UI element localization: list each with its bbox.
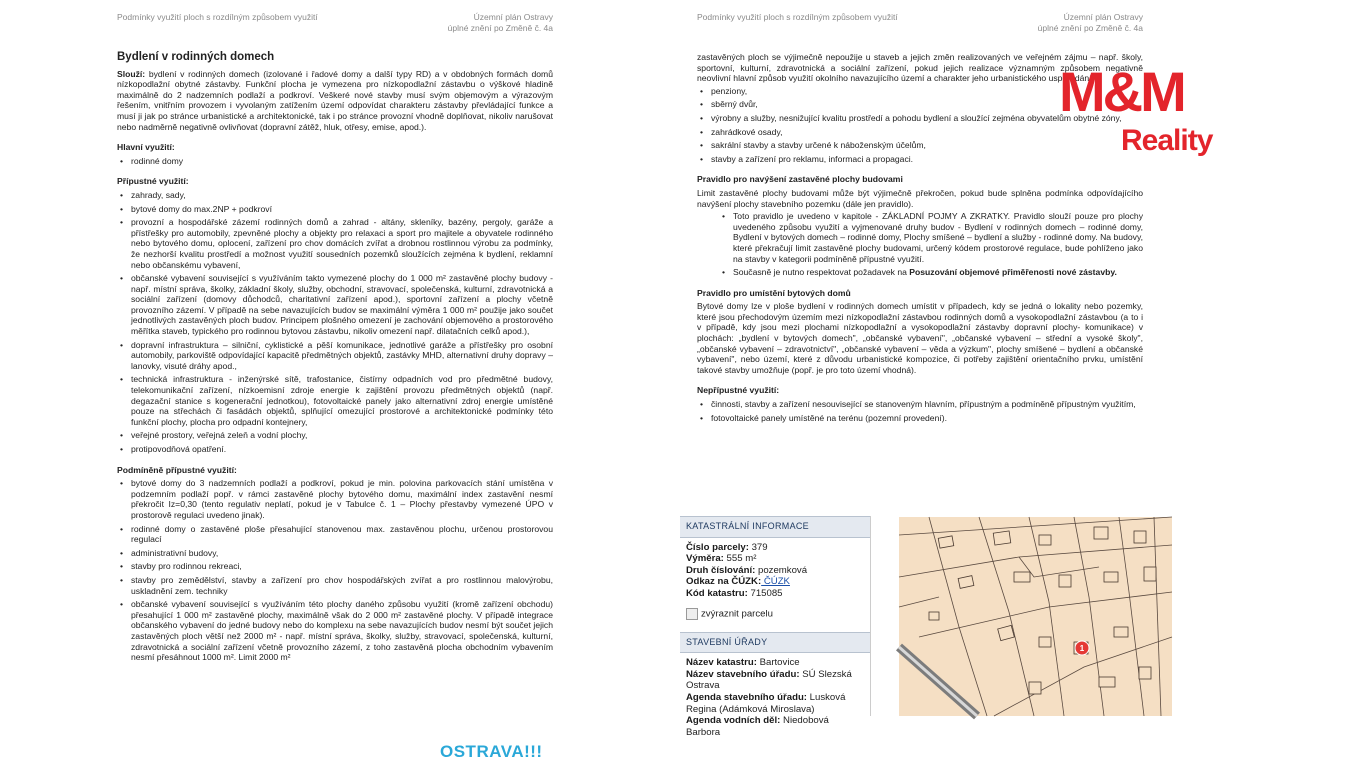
row-label: Odkaz na ČÚZK: (686, 576, 762, 588)
list-item: • penziony, (697, 86, 1143, 97)
row-value: Lusková Regina (Adámková Miroslava) (686, 692, 846, 715)
page-header-right (1038, 12, 1143, 34)
list-item: • rodinné domy o zastavěné ploše přesahující stanovenou max. zastavěnou plochu, určenou prostorovou regulací (117, 524, 553, 545)
row-value: Bartovice (756, 657, 800, 669)
area-row (680, 553, 870, 565)
document-page-left (100, 0, 570, 715)
row-label: Číslo parcely: (686, 541, 749, 553)
section-title: Bydlení v rodinných domech (117, 51, 275, 63)
page-body (117, 52, 553, 666)
list-item: • stavby a zařízení pro reklamu, informaci a propagaci. (697, 154, 1143, 165)
list-item: • administrativní budovy, (117, 548, 553, 559)
row-label: Název stavebního úřadu: (686, 668, 800, 680)
row-label: Agenda stavebního úřadu: (686, 692, 807, 704)
podminene-title: Podmíněně přípustné využití: (117, 464, 237, 475)
slouzi-label: Slouží: (117, 68, 146, 79)
list-item: • provozní a hospodářské zázemí rodinných domů a zahrad - altány, skleníky, bazény, pergoly, garáže a přístřešky pro automobily, zpevněné plochy a objekty pro relaxaci a sport pro majitele a obyvatele rodinného nebo bytového domu, oplocení, zařízení pro chov domácích zvířat a drobnou rostlinnou výrobu za podmínky, že nezhorší kvalitu prostředí a možnost využití sousedních pozemků sloužících zejména k bydlení, reklamní nebo občanskému vybavení, (117, 217, 553, 270)
hlavni-title: Hlavní využití: (117, 142, 175, 153)
list-item: • dopravní infrastruktura – silniční, cyklistické a pěší komunikace, jednotlivé garáže a přístřešky pro osobní automobily, parkoviště odpovídající kapacitě předmětných objektů, zastávky MHD, alternativní druhy dopravy – lanovky, visuté dráhy apod., (117, 340, 553, 372)
parcel-number-row (680, 542, 870, 554)
logo-reality-text: Reality (1121, 124, 1213, 157)
row-value: SÚ Slezská Ostrava (686, 668, 852, 692)
list-item: • sakrální stavby a stavby určené k náboženským účelům, (697, 140, 1143, 151)
row-label: Agenda vodních děl: (686, 715, 781, 727)
umisteni-paragraph: Bytové domy lze v ploše bydlení v rodinných domech umístit v případech, kdy se jedná o lokality nebo pozemky, které jsou přechodovým územím mezi nízkopodlažní zástavbou rodinných domů a vysokopodlažní zástavbou (a to i v případě, kdy jsou mezi plochami nízkopodlažní a vysokopodlažní zástavby dopravní plochy- komunikace) v plochách: „bydlení v bytových domech", „občanské vybavení", „občanské vybavení – střední a vysoké školy", „občanské vybavení – zdravotnictví", „občanské vybavení – věda a výzkum", plochy smíšené – bydlení a občanské vybavení", nebo území, které z důvodu urbanistické kompozice, či potřeby zajištění orientačního prvku, umístění takové stavby umožňuje (popř. je pro toto území vhodná). (697, 301, 1143, 375)
list-item-text: Současně je nutno respektovat požadavek na (733, 267, 910, 278)
office-agenda-row (680, 692, 870, 715)
list-item: • činnosti, stavby a zařízení nesouvisející se stanoveným hlavním, přípustným a podmíněně přípustným využitím, (697, 399, 1143, 410)
navyseni-title: Pravidlo pro navýšení zastavěné plochy budovami (697, 174, 903, 185)
hlavni-list (117, 156, 553, 167)
header-plan-version: úplné znění po Změně č. 4a (447, 23, 553, 33)
row-label: Druh číslování: (686, 564, 756, 576)
page-header-left: Podmínky využití ploch s rozdílným způsobem využití (117, 12, 318, 22)
nepripustne-title: Nepřípustné využití: (697, 385, 780, 396)
cadastral-header: KATASTRÁLNÍ INFORMACE (680, 516, 870, 538)
header-plan-title: Územní plán Ostravy (1063, 12, 1143, 22)
numbering-type-row (680, 565, 870, 577)
list-item: • sběrný dvůr, (697, 99, 1143, 110)
parcel-marker[interactable] (1075, 641, 1089, 655)
checkbox-label: zvýraznit parcelu (701, 608, 773, 620)
list-item-bold: Posuzování objemové přiměřenosti nové zástavby. (909, 267, 1117, 278)
list-item: • Toto pravidlo je uvedeno v kapitole - ZÁKLADNÍ POJMY A ZKRATKY. Pravidlo slouží pouze pro plochy uvedeného způsobu využití a vyjmenované druhy budov - Bydlení v rodinných domech – rodinné domy, Bydlení v bytových domech – rodinné domy, Plochy smíšené – bydlení a služby - rodinné domy. Na budovy, které překračují limit zastavěné plochy budovami, určený kódem prostorové regulace, bude pohlíženo jako na stavby v kategorii podmíněně přípustné využití. (719, 211, 1143, 264)
list-item: • veřejné prostory, veřejná zeleň a vodní plochy, (117, 430, 553, 441)
navyseni-list (697, 211, 1143, 278)
ostrava-logo: OSTRAVA!!! (440, 742, 543, 761)
header-plan-version: úplné znění po Změně č. 4a (1037, 23, 1143, 33)
slouzi-paragraph (117, 69, 553, 133)
list-item: • stavby pro rodinnou rekreaci, (117, 561, 553, 572)
intro-paragraph: zastavěných ploch se výjimečně nepoužije u staveb a jejich změn realizovaných ve veřejném zájmu – např. školy, sportovní, kulturní, zdravotnická a sociální zařízení, pokud jejich realizace významným způsobem negativně neovlivní hlavní způsob využití okolního navazujícího území a charakter jeho urbanistického uspořádání, (697, 52, 1143, 84)
row-label: Výměra: (686, 553, 724, 565)
cadastral-info-panel (680, 516, 871, 738)
row-label: Kód katastru: (686, 587, 748, 599)
list-item: • fotovoltaické panely umístěné na terénu (pozemní provedení). (697, 413, 1143, 424)
navyseni-paragraph: Limit zastavěné plochy budovami může být výjimečně překročen, pokud bude splněna podmínka odpovídajícího navýšení plochy stavebního pozemku (dále jen pravidlo). (697, 187, 1143, 209)
building-office-header: STAVEBNÍ ÚŘADY (680, 632, 870, 654)
list-item: • občanské vybavení související s využíváním této plochy daného způsobu využití (kromě zařízení obchodu) přesahující 1 000 m² zastavěné plochy, maximálně však do 2 000 m² zastavěné plochy. V případě integrace občanského vybavení do jedné budovy nebo do komplexu na sebe navazujících budov nesmí být součet jejich zastavěných ploch větší než 2000 m² - např. místní správa, školky, služby, stravovací, společenská, kulturní, zdravotnická a sociální zařízení včetně provozního zázemí, z toho zastavěná plocha obchodním vybavením nesmí přesáhnout 1000 m². Limit 2000 m² (117, 599, 553, 663)
slouzi-text: bydlení v rodinných domech (izolované i řadové domy a další typy RD) a v obdobných formách domů nízkopodlažní obytné zástavby. Funkční plocha je vymezena pro nízkopodlažní zástavbu o výškové hladině maximálně do 2 nadzemních podlaží a podkroví. Veškeré nové stavby musí svým objemovým a výrazovým řešením, vnitřním provozem i vyvolaným zatížením území odpovídat charakteru zástavby převládající funkce a musí ji jak po stránce urbanistické a architektonické, tak i po stránce provozní vhodně doplňovat, nikoliv narušovat nebo nadměrně negativně ovlivňovat (dopravní zátěž, hluk, otřesy, emise, apod.). (117, 68, 553, 132)
row-value: Niedobová Barbora (686, 715, 829, 738)
list-item: • stavby pro zemědělství, stavby a zařízení pro chov hospodářských zvířat a pro rostlinnou malovýrobu, uskladnění zem. techniky (117, 575, 553, 596)
map-drawing (899, 517, 1172, 716)
marker-label: 1 (1079, 644, 1085, 653)
header-plan-title: Územní plán Ostravy (473, 12, 553, 22)
row-value: 379 (748, 541, 768, 553)
pripustne-list (117, 190, 553, 455)
list-item: • bytové domy do max.2NP + podkroví (117, 204, 553, 215)
cadastre-code-row (680, 588, 870, 600)
water-agenda-row (680, 715, 870, 738)
cadastral-map[interactable] (899, 517, 1172, 716)
cadastre-name-row (680, 657, 870, 669)
highlight-parcel-row (680, 608, 870, 620)
list-item: • zahrádkové osady, (697, 127, 1143, 138)
office-name-row (680, 669, 870, 692)
row-value: 555 m² (723, 553, 757, 565)
list-item: • občanské vybavení související s využíváním takto vymezené plochy do 1 000 m² zastavěné plochy budovy - např. místní správa, školky, základní školy, služby, obchodní, stravovací, společenská, kulturní, zdravotnická a sociální zařízení (domovy důchodců, charitativní zařízení apod.), sportovní zařízení a plochy včetně provozního zázemí. V případě na sebe navazujících budov se maximální výměra 1 000 m² použije jako součet jednotlivých zastavěných ploch budov. Principem plošného omezení je zachování objemového a prostorového měřítka staveb, typického pro rodinnou bytovou zástavbu, nikoliv omezení např. dilatačních celků apod.), (117, 273, 553, 337)
cuzk-link-row (680, 576, 870, 588)
row-value: 715085 (747, 587, 783, 599)
list-item: • technická infrastruktura - inženýrské sítě, trafostanice, čistírny odpadních vod pro předmětné budovy, telekomunikační zařízení, nízkoemisní zdroje energie k zajištění provozu předmětných objektů (např. degazační stanice s kogenerační jednotkou), fotovoltaické panely jako alternativní zdroj energie umístěné pouze na střechách či fasádách objektů, splňující omezující prostorové a architektonické podmínky této funkční plochy, plocha pro odpadní kontejnery, (117, 374, 553, 427)
list-item: • rodinné domy (117, 156, 553, 167)
list-item: • bytové domy do 3 nadzemních podlaží a podkroví, pokud je min. polovina parkovacích stání umístěna v podzemním podlaží popř. v rámci zastavěné plochy bytového domu, maximální index zastavění nesmí překročit Iz=0,30 (tento regulativ neplatí, pokud je v Tabulce č. 1 – Plochy přestavby vymezené ÚPO v prostorově regulaci uvedeno jinak). (117, 478, 553, 520)
pripustne-title: Přípustné využití: (117, 176, 189, 187)
row-value: pozemková (755, 564, 808, 576)
podminene-list (117, 478, 553, 663)
logo-mm-text: M&M (1059, 60, 1184, 123)
page-header-right (448, 12, 553, 34)
row-label: Název katastru: (686, 657, 757, 669)
cuzk-link[interactable]: ČÚZK (761, 576, 790, 588)
list-item: • protipovodňová opatření. (117, 444, 553, 455)
highlight-parcel-checkbox[interactable] (686, 608, 698, 620)
list-item: • zahrady, sady, (117, 190, 553, 201)
mm-reality-logo (1055, 58, 1225, 168)
list-item: • výrobny a služby, nesnižující kvalitu prostředí a pohodu bydlení a sloužící zejména obyvatelům obytné zóny, (697, 113, 1143, 124)
page-header-left: Podmínky využití ploch s rozdílným způsobem využití (697, 12, 898, 22)
list-item (719, 267, 1143, 278)
nepripustne-list (697, 399, 1143, 423)
umisteni-title: Pravidlo pro umístění bytových domů (697, 287, 851, 298)
